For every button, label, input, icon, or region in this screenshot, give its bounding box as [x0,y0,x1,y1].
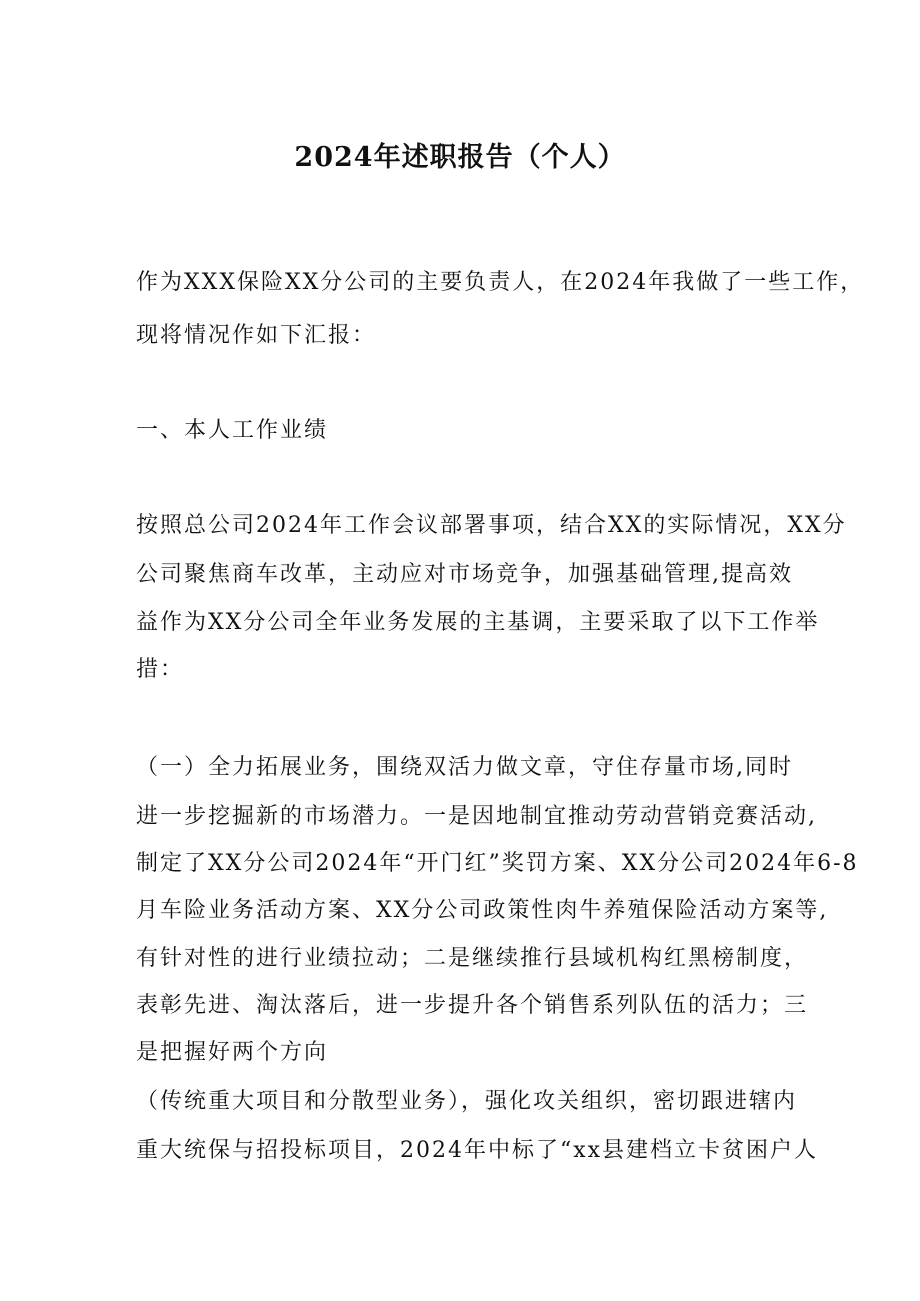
paragraph-line: 月车险业务活动方案、XX分公司政策性肉牛养殖保险活动方案等, [136,898,829,923]
paragraph-line: （一）全力拓展业务，围绕双活力做文章，守住存量市场,同时 [136,755,793,780]
section-heading: 一、本人工作业绩 [136,418,329,443]
paragraph-line: 表彰先进、淘汰落后，进一步提升各个销售系列队伍的活力；三 [136,993,809,1018]
intro-line: 现将情况作如下汇报： [136,323,377,348]
paragraph-line: 制定了XX分公司2024年“开门红”奖罚方案、XX分公司2024年6-8 [136,851,859,876]
paragraph-line: 公司聚焦商车改革，主动应对市场竞争，加强基础管理,提高效 [136,562,793,587]
paragraph-line: 措： [136,657,185,682]
paragraph-line: 进一步挖掘新的市场潜力。一是因地制宜推动劳动营销竞赛活动, [136,804,817,829]
paragraph-line: 益作为XX分公司全年业务发展的主基调，主要采取了以下工作举 [136,610,820,635]
paragraph-line: （传统重大项目和分散型业务），强化攻关组织，密切跟进辖内 [136,1089,798,1114]
intro-line: 作为XXX保险XX分公司的主要负责人，在2024年我做了一些工作， [136,270,865,295]
paragraph-line: 重大统保与招投标项目，2024年中标了“xx县建档立卡贫困户人 [136,1138,819,1163]
paragraph-line: 按照总公司2024年工作会议部署事项，结合XX的实际情况，XX分 [136,513,847,538]
paragraph-line: 是把握好两个方向 [136,1040,329,1065]
document-title: 2024年述职报告（个人） [294,142,626,173]
paragraph-line: 有针对性的进行业绩拉动；二是继续推行县域机构红黑榜制度， [136,946,809,971]
